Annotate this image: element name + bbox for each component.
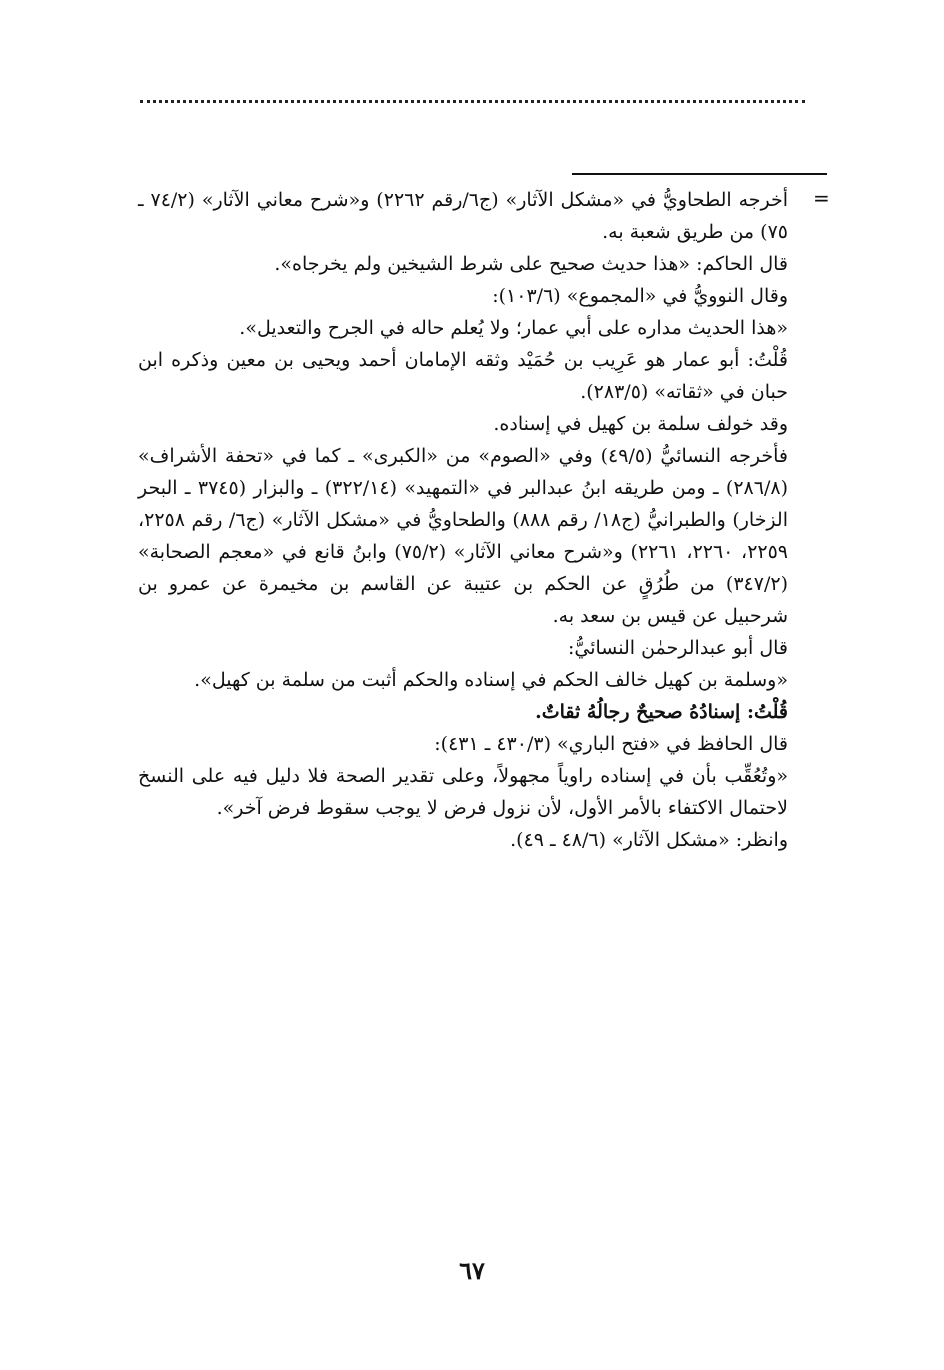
page-number: ٦٧ (459, 1256, 485, 1285)
paragraph-nasai-intro: قال أبو عبدالرحمٰن النسائيُّ: (567, 637, 788, 659)
paragraph-qultu-abu-ammar: قُلْتُ: أبو عمار هو عَرِيب بن حُمَيْد وثقه الإمامان أحمد ويحيى بن معين وذكره ابن حبان في «ثقاته» (٢٨٣/٥). (138, 349, 788, 403)
paragraph-hafiz-quote: «وتُعُقِّب بأن في إسناده راوياً مجهولاً، وعلى تقدير الصحة فلا دليل فيه على النسخ لاحتمال الاكتفاء بالأمر الأول، لأن نزول فرض لا يوجب سقوط فرض آخر». (138, 765, 788, 819)
paragraph-nasai-quote: «وسلمة بن كهيل خالف الحكم في إسناده والحكم أثبت من سلمة بن كهيل». (194, 669, 788, 691)
paragraph-qultu-isnad: قُلْتُ: إسنادُهُ صحيحٌ رجالُهُ ثقاتٌ. (535, 701, 788, 723)
paragraph-nawawi-quote: «هذا الحديث مداره على أبي عمار؛ ولا يُعلم حاله في الجرح والتعديل». (239, 317, 788, 339)
paragraph-takhrij: أخرجه الطحاويُّ في «مشكل الآثار» (ج٦/رقم ٢٢٦٢) و«شرح معاني الآثار» (٧٤/٢ ـ ٧٥) من طريق شعبة به. (138, 189, 789, 243)
dotted-separator (140, 100, 805, 103)
continuation-mark: = (813, 186, 830, 210)
paragraph-hafiz-intro: قال الحافظ في «فتح الباري» (٤٣٠/٣ ـ ٤٣١): (434, 733, 788, 755)
paragraph-hakim: قال الحاكم: «هذا حديث صحيح على شرط الشيخين ولم يخرجاه». (274, 253, 788, 275)
footnote-body (138, 184, 788, 856)
paragraph-khulifa: وقد خولف سلمة بن كهيل في إسناده. (493, 413, 788, 435)
paragraph-unzur: وانظر: «مشكل الآثار» (٤٨/٦ ـ ٤٩). (510, 829, 788, 851)
footnote-separator (572, 173, 827, 175)
paragraph-nawawi-intro: وقال النوويُّ في «المجموع» (١٠٣/٦): (492, 285, 788, 307)
paragraph-nasai-takhrij: فأخرجه النسائيُّ (٤٩/٥) وفي «الصوم» من «الكبرى» ـ كما في «تحفة الأشراف» (٢٨٦/٨) ـ ومن طريقه ابنُ عبدالبر في «التمهيد» (٣٢٢/١٤) ـ والبزار (٣٧٤٥ ـ البحر الزخار) والطبرانيُّ (ج١٨/ رقم ٨٨٨) والطحاويُّ في «مشكل الآثار» (ج٦/ رقم ٢٢٥٨، ٢٢٥٩، ٢٢٦٠، ٢٢٦١) و«شرح معاني الآثار» (٧٥/٢) وابنُ قانع في «معجم الصحابة» (٣٤٧/٢) من طُرُقٍ عن الحكم بن عتيبة عن القاسم بن مخيمرة عن عمرو بن شرحبيل عن قيس بن سعد به. (138, 445, 789, 627)
